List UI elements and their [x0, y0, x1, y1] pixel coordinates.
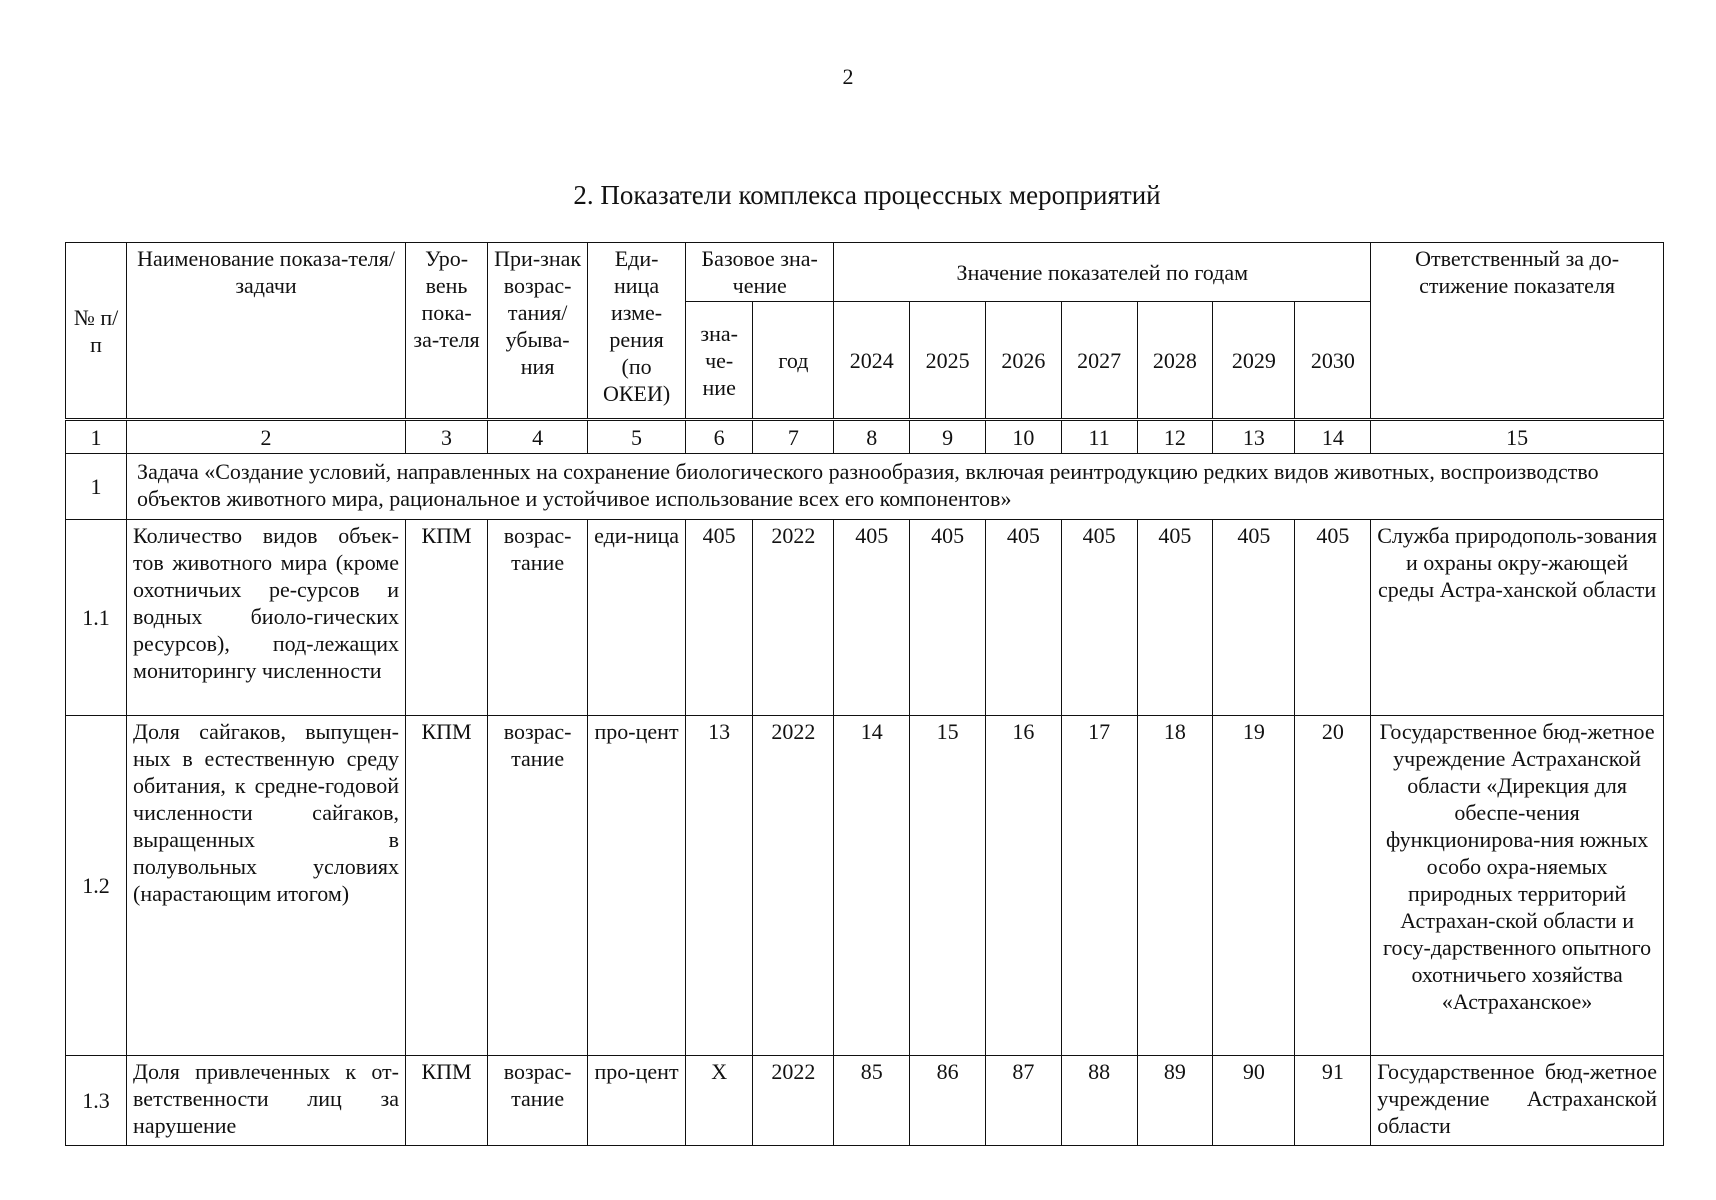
column-number: 14 [1295, 420, 1371, 454]
indicator-sign: возрас-тание [488, 1056, 588, 1146]
header-sign: При-знак возрас-тания/ убыва-ния [488, 243, 588, 420]
header-year: 2026 [985, 302, 1061, 420]
year-value: 89 [1137, 1056, 1213, 1146]
base-value: 13 [686, 716, 753, 1056]
column-number: 8 [834, 420, 910, 454]
page-title: 2. Показатели комплекса процессных мероприятий [573, 180, 1161, 210]
year-value: 405 [1213, 520, 1295, 716]
table-row [66, 1056, 1664, 1146]
column-number: 1 [66, 420, 127, 454]
column-number: 3 [406, 420, 488, 454]
column-number: 4 [488, 420, 588, 454]
indicator-name: Количество видов объек-тов животного мира (кроме охотничьих ре-сурсов и водных биоло-гических ресурсов), под-лежащих мониторингу численности [127, 520, 406, 716]
year-value: 20 [1295, 716, 1371, 1056]
column-numbers-row [66, 420, 1664, 454]
row-number: 1.1 [66, 520, 127, 716]
header-base-value: зна-че-ние [686, 302, 753, 420]
year-value: 16 [985, 716, 1061, 1056]
column-number: 10 [985, 420, 1061, 454]
column-number: 15 [1371, 420, 1664, 454]
row-number: 1.3 [66, 1056, 127, 1146]
base-year: 2022 [753, 520, 834, 716]
year-value: 91 [1295, 1056, 1371, 1146]
year-value: 15 [910, 716, 986, 1056]
header-year: 2027 [1061, 302, 1137, 420]
indicator-level: КПМ [406, 716, 488, 1056]
indicators-table [65, 242, 1664, 1146]
column-number: 6 [686, 420, 753, 454]
header-responsible: Ответственный за до-стижение показателя [1371, 243, 1664, 420]
indicator-unit: про-цент [588, 716, 686, 1056]
column-number: 12 [1137, 420, 1213, 454]
indicator-unit: еди-ница [588, 520, 686, 716]
page-number: 2 [842, 64, 854, 89]
row-number: 1.2 [66, 716, 127, 1056]
header-level: Уро-вень пока-за-теля [406, 243, 488, 420]
year-value: 19 [1213, 716, 1295, 1056]
year-value: 14 [834, 716, 910, 1056]
year-value: 88 [1061, 1056, 1137, 1146]
task-number: 1 [66, 454, 127, 520]
column-number: 5 [588, 420, 686, 454]
year-value: 405 [1061, 520, 1137, 716]
indicator-name: Доля привлеченных к от-ветственности лиц за нарушение [127, 1056, 406, 1146]
year-value: 405 [1137, 520, 1213, 716]
indicator-level: КПМ [406, 520, 488, 716]
column-number: 11 [1061, 420, 1137, 454]
table-row [66, 716, 1664, 1056]
year-value: 85 [834, 1056, 910, 1146]
indicator-unit: про-цент [588, 1056, 686, 1146]
header-base: Базовое зна-чение [686, 243, 834, 302]
indicator-name: Доля сайгаков, выпущен-ных в естественную среду обитания, к средне-годовой численности сайгаков, выращенных в полувольных условиях (нарастающим итогом) [127, 716, 406, 1056]
base-value: 405 [686, 520, 753, 716]
column-number: 13 [1213, 420, 1295, 454]
responsible-party: Государственное бюд-жетное учреждение Астраханской области «Дирекция для обеспе-чения функционирова-ния южных особо охра-няемых природных территорий Астрахан-ской области и госу-дарственного опытного охотничьего хозяйства «Астраханское» [1371, 716, 1664, 1056]
year-value: 405 [910, 520, 986, 716]
column-number: 9 [910, 420, 986, 454]
responsible-party: Государственное бюд-жетное учреждение Астраханской области [1371, 1056, 1664, 1146]
header-year: 2028 [1137, 302, 1213, 420]
header-num: № п/п [66, 243, 127, 420]
header-name: Наименование показа-теля/задачи [127, 243, 406, 420]
indicator-sign: возрас-тание [488, 716, 588, 1056]
table-row [66, 520, 1664, 716]
task-text: Задача «Создание условий, направленных на сохранение биологического разнообразия, включая реинтродукцию редких видов животных, воспроизводство объектов животного мира, рациональное и устойчивое использование всех его компонентов» [127, 454, 1664, 520]
responsible-party: Служба природополь-зования и охраны окру-жающей среды Астра-ханской области [1371, 520, 1664, 716]
header-year: 2030 [1295, 302, 1371, 420]
header-unit: Еди-ница изме-рения (по ОКЕИ) [588, 243, 686, 420]
base-value: Х [686, 1056, 753, 1146]
year-value: 90 [1213, 1056, 1295, 1146]
year-value: 405 [834, 520, 910, 716]
header-years-group: Значение показателей по годам [834, 243, 1371, 302]
year-value: 405 [1295, 520, 1371, 716]
indicator-sign: возрас-тание [488, 520, 588, 716]
year-value: 405 [985, 520, 1061, 716]
base-year: 2022 [753, 1056, 834, 1146]
header-year: 2029 [1213, 302, 1295, 420]
task-row [66, 454, 1664, 520]
column-number: 2 [127, 420, 406, 454]
base-year: 2022 [753, 716, 834, 1056]
year-value: 86 [910, 1056, 986, 1146]
year-value: 18 [1137, 716, 1213, 1056]
indicator-level: КПМ [406, 1056, 488, 1146]
year-value: 17 [1061, 716, 1137, 1056]
header-base-year: год [753, 302, 834, 420]
year-value: 87 [985, 1056, 1061, 1146]
header-year: 2024 [834, 302, 910, 420]
column-number: 7 [753, 420, 834, 454]
header-year: 2025 [910, 302, 986, 420]
